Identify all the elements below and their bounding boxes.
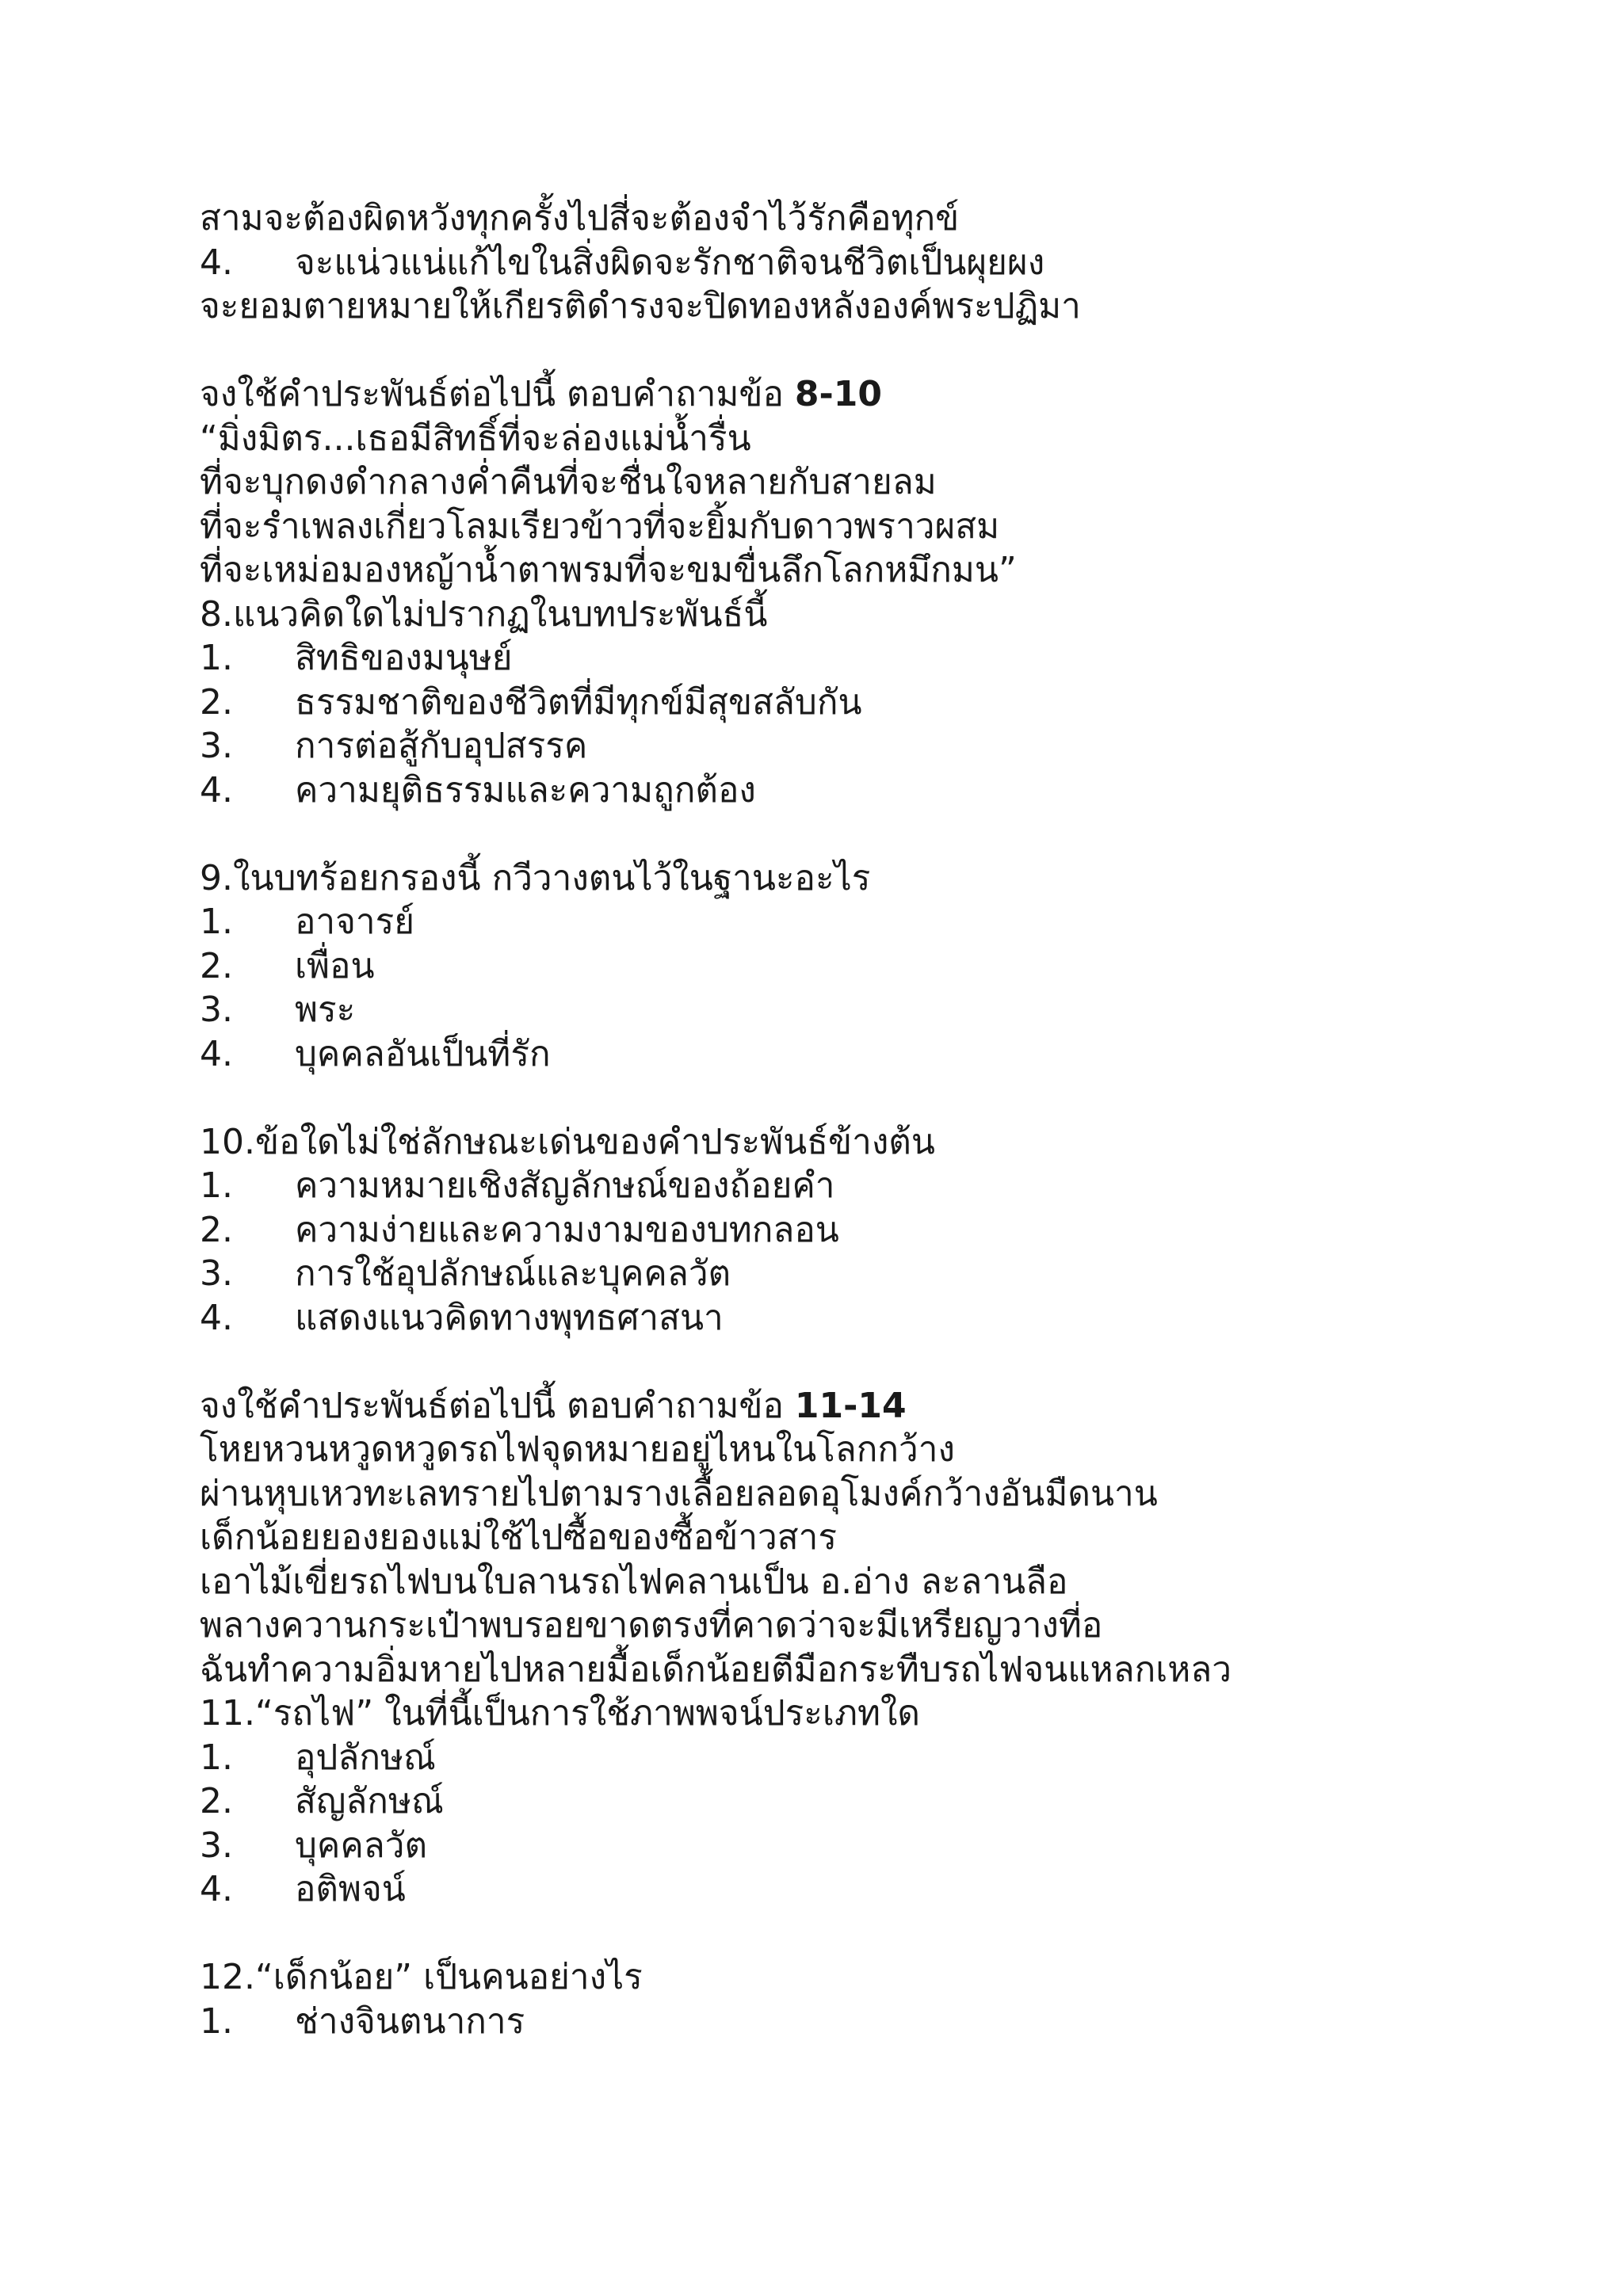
option-text: แสดงแนวคิดทางพุทธศาสนา — [295, 1297, 724, 1338]
option-number: 4. — [200, 1869, 233, 1909]
answer-option — [200, 944, 1579, 989]
instruction-text: จงใช้คำประพันธ์ต่อไปนี้ ตอบคำถามข้อ — [200, 374, 795, 414]
poem-line: ฉันทำความอิ่มหายไปหลายมื้อเด็กน้อยตีมือกระทืบรถไฟจนแหลกเหลว — [200, 1649, 1232, 1690]
option-number: 1. — [200, 902, 233, 942]
answer-option — [200, 636, 1579, 681]
question-11: 11.“รถไฟ” ในที่นี้เป็นการใช้ภาพพจน์ประเภทใด — [200, 1693, 921, 1733]
instruction-text: จงใช้คำประพันธ์ต่อไปนี้ ตอบคำถามข้อ — [200, 1385, 795, 1426]
text-line: สามจะต้องผิดหวังทุกครั้งไปสี่จะต้องจำไว้รักคือทุกข์ — [200, 198, 960, 238]
answer-option — [200, 1032, 1579, 1077]
spacer — [200, 1076, 1579, 1120]
option-text: บุคคลวัต — [295, 1825, 428, 1866]
option-text: ธรรมชาติของชีวิตที่มีทุกข์มีสุขสลับกัน — [295, 681, 862, 723]
option-number: 2. — [200, 1209, 233, 1250]
answer-option — [200, 1824, 1579, 1868]
answer-option — [200, 2000, 1579, 2044]
option-text: ความยุติธรรมและความถูกต้อง — [295, 769, 756, 810]
answer-option — [200, 1252, 1579, 1296]
item-number: 4. — [200, 242, 233, 283]
option-text: พระ — [295, 990, 356, 1030]
answer-option — [200, 1296, 1579, 1341]
option-number: 3. — [200, 1253, 233, 1294]
list-item — [200, 241, 1579, 285]
question-12: 12.“เด็กน้อย” เป็นคนอย่างไร — [200, 1957, 643, 1997]
instruction-range: 11-14 — [794, 1385, 907, 1426]
spacer — [200, 329, 1579, 373]
option-text: สัญลักษณ์ — [295, 1781, 444, 1821]
option-text: เพื่อน — [295, 945, 375, 986]
option-number: 1. — [200, 1737, 233, 1778]
option-number: 2. — [200, 1781, 233, 1821]
answer-option — [200, 1779, 1579, 1824]
option-number: 3. — [200, 1825, 233, 1866]
answer-option — [200, 681, 1579, 725]
answer-option — [200, 1208, 1579, 1253]
option-number: 4. — [200, 769, 233, 810]
passage-instruction — [200, 1384, 1579, 1428]
spacer — [200, 1912, 1579, 1956]
option-number: 1. — [200, 2000, 233, 2042]
poem-line: พลางควานกระเป๋าพบรอยขาดตรงที่คาดว่าจะมีเหรียญวางที่อ — [200, 1605, 1103, 1646]
option-number: 1. — [200, 1165, 233, 1206]
option-number: 1. — [200, 638, 233, 678]
option-text: ช่างจินตนาการ — [295, 2000, 525, 2042]
option-number: 2. — [200, 945, 233, 986]
option-number: 2. — [200, 681, 233, 723]
answer-option — [200, 1736, 1579, 1780]
poem-line: เด็กน้อยยองยองแม่ใช้ไปซื้อของซื้อข้าวสาร — [200, 1517, 837, 1558]
option-text: บุคคลอันเป็นที่รัก — [295, 1033, 551, 1074]
spacer — [200, 1340, 1579, 1384]
answer-option — [200, 724, 1579, 769]
poem-line: โหยหวนหวูดหวูดรถไฟจุดหมายอยู่ไหนในโลกกว้าง — [200, 1429, 955, 1470]
option-text: ความง่ายและความงามของบทกลอน — [295, 1209, 839, 1250]
poem-line: ที่จะรำเพลงเกี่ยวโลมเรียวข้าวที่จะยิ้มกับดาวพราวผสม — [200, 505, 1000, 547]
option-text: การต่อสู้กับอุปสรรค — [295, 726, 588, 766]
poem-line: ที่จะเหม่อมองหญ้าน้ำตาพรมที่จะขมขื่นลึกโลกหมึกมน” — [200, 550, 1017, 590]
option-number: 4. — [200, 1297, 233, 1338]
poem-line: “มิ่งมิตร...เธอมีสิทธิ์ที่จะล่องแม่น้ำรื่น — [200, 418, 751, 459]
poem-line: ที่จะบุกดงดำกลางค่ำคืนที่จะชื่นใจหลายกับสายลม — [200, 462, 937, 502]
option-text: อติพจน์ — [295, 1869, 406, 1909]
answer-option — [200, 769, 1579, 813]
poem-line: เอาไม้เขี่ยรถไฟบนใบลานรถไฟคลานเป็น อ.อ่าง ละลานลือ — [200, 1561, 1068, 1602]
option-text: การใช้อุปลักษณ์และบุคคลวัต — [295, 1253, 731, 1294]
option-text: ความหมายเชิงสัญลักษณ์ของถ้อยคำ — [295, 1165, 835, 1206]
answer-option — [200, 900, 1579, 944]
item-text: จะแน่วแน่แก้ไขในสิ่งผิดจะรักชาติจนชีวิตเป็นผุยผง — [295, 242, 1045, 283]
option-number: 4. — [200, 1033, 233, 1074]
option-text: อุปลักษณ์ — [295, 1737, 436, 1778]
option-number: 3. — [200, 990, 233, 1030]
question-8: 8.แนวคิดใดไม่ปรากฏในบทประพันธ์นี้ — [200, 593, 768, 635]
option-text: อาจารย์ — [295, 902, 415, 942]
document-content — [200, 196, 1579, 2043]
option-number: 3. — [200, 726, 233, 766]
instruction-range: 8-10 — [794, 374, 883, 414]
answer-option — [200, 1164, 1579, 1208]
answer-option — [200, 988, 1579, 1032]
spacer — [200, 812, 1579, 856]
option-text: สิทธิของมนุษย์ — [295, 638, 513, 678]
answer-option — [200, 1867, 1579, 1912]
passage-instruction — [200, 372, 1579, 417]
question-10: 10.ข้อใดไม่ใช่ลักษณะเด่นของคำประพันธ์ข้างต้น — [200, 1121, 935, 1162]
question-9: 9.ในบทร้อยกรองนี้ กวีวางตนไว้ในฐานะอะไร — [200, 857, 871, 898]
text-line: จะยอมตายหมายให้เกียรติดำรงจะปิดทองหลังองค์พระปฏิมา — [200, 286, 1081, 326]
poem-line: ผ่านหุบเหวทะเลทรายไปตามรางเลื้อยลอดอุโมงค์กว้างอันมืดนาน — [200, 1473, 1158, 1514]
